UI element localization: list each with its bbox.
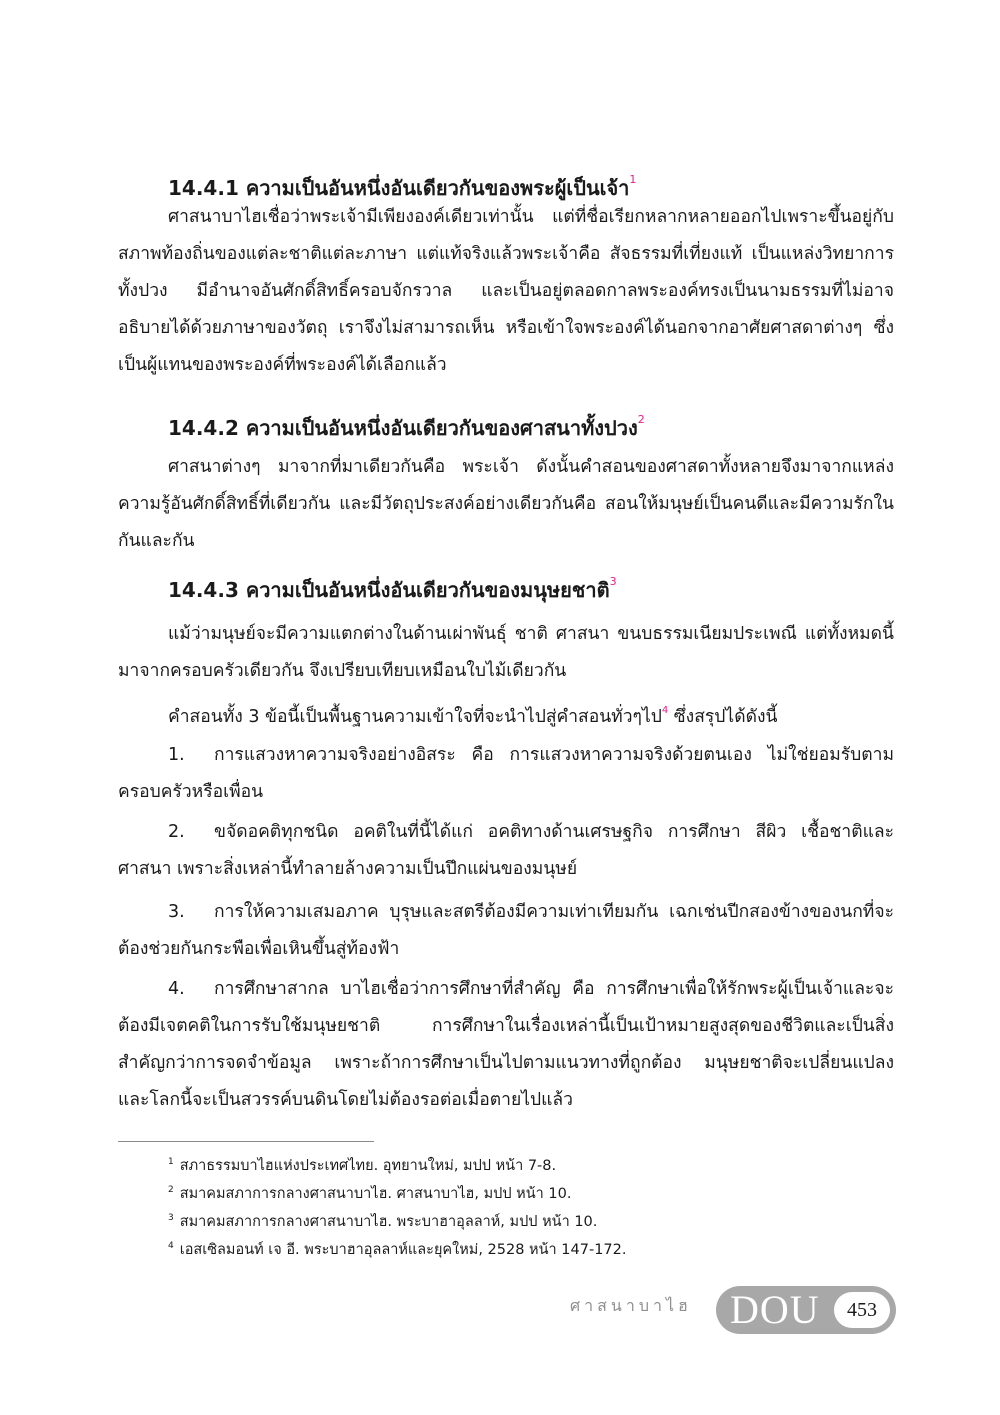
list-item-2 <box>118 814 894 888</box>
footnote-text: สมาคมสภาการกลางศาสนาบาไฮ. ศาสนาบาไฮ, มปป หน้า 10. <box>179 1186 572 1202</box>
footnote-ref[interactable]: 1 <box>629 173 637 186</box>
footnote-1 <box>168 1152 556 1176</box>
item-number: 2. <box>168 822 185 842</box>
list-item-1 <box>118 737 894 811</box>
footnote-2 <box>168 1180 571 1204</box>
paragraph-text: ศาสนาบาไฮเชื่อว่าพระเจ้ามีเพียงองค์เดียวเท่านั้น แต่ที่ชื่อเรียกหลากหลายออกไปเพราะขึ้นอยู่กับสภาพท้องถิ่นของแต่ละชาติแต่ละภาษา แต่แท้จริงแล้วพระเจ้าคือ สัจธรรมที่เที่ยงแท้ เป็นแหล่งวิทยาการทั้งปวง มีอำนาจอันศักดิ์สิทธิ์ครอบจักรวาล และเป็นอยู่ตลอดกาลพระองค์ทรงเป็นนามธรรมที่ไม่อาจอธิบายได้ด้วยภาษาของวัตถุ เราจึงไม่สามารถเห็น หรือเข้าใจพระองค์ได้นอกจากอาศัยศาสดาต่างๆ ซึ่งเป็นผู้แทนของพระองค์ที่พระองค์ได้เลือกแล้ว <box>118 207 894 375</box>
section-heading-14-4-3 <box>168 566 617 606</box>
section-paragraph <box>118 616 894 690</box>
summary-paragraph <box>118 692 894 736</box>
footnote-4 <box>168 1236 626 1260</box>
heading-text: 14.4.1 ความเป็นอันหนึ่งอันเดียวกันของพระผู้เป็นเจ้า <box>168 176 630 200</box>
running-footer-title: ศาสนาบาไฮ <box>570 1296 692 1315</box>
item-text: การศึกษาสากล บาไฮเชื่อว่าการศึกษาที่สำคัญ คือ การศึกษาเพื่อให้รักพระผู้เป็นเจ้าและจะต้องมีเจตคติในการรับใช้มนุษยชาติ การศึกษาในเรื่องเหล่านี้เป็นเป้าหมายสูงสุดของชีวิตและเป็นสิ่งสำคัญกว่าการจดจำข้อมูล เพราะถ้าการศึกษาเป็นไปตามแนวทางที่ถูกต้อง มนุษยชาติจะเปลี่ยนแปลง และโลกนี้จะเป็นสวรรค์บนดินโดยไม่ต้องรอต่อเมื่อตายไปแล้ว <box>118 979 894 1110</box>
footnote-text: สมาคมสภาการกลางศาสนาบาไฮ. พระบาฮาอุลลาห์, มปป หน้า 10. <box>179 1214 598 1230</box>
footnote-text: สภาธรรมบาไฮแห่งประเทศไทย. อุทยานใหม่, มปป หน้า 7-8. <box>179 1158 557 1174</box>
item-text: การให้ความเสมอภาค บุรุษและสตรีต้องมีความเท่าเทียมกัน เฉกเช่นปีกสองข้างของนกที่จะต้องช่วยกันกระพือเพื่อเหินขึ้นสู่ท้องฟ้า <box>118 902 894 959</box>
footnote-number: 3 <box>168 1213 174 1223</box>
footnote-number: 2 <box>168 1185 174 1195</box>
footnote-3 <box>168 1208 597 1232</box>
page-badge <box>716 1286 896 1334</box>
footnote-ref[interactable]: 2 <box>637 413 645 426</box>
dou-logo: DOU <box>730 1287 820 1332</box>
section-paragraph <box>118 449 894 560</box>
item-number: 4. <box>168 979 185 999</box>
section-heading-14-4-1 <box>168 164 636 204</box>
item-number: 3. <box>168 902 185 922</box>
item-text: ขจัดอคติทุกชนิด อคติในที่นี้ได้แก่ อคติทางด้านเศรษฐกิจ การศึกษา สีผิว เชื้อชาติและศาสนา เพราะสิ่งเหล่านี้ทำลายล้างความเป็นปึกแผ่นของมนุษย์ <box>118 822 894 879</box>
summary-text: คำสอนทั้ง 3 ข้อนี้เป็นพื้นฐานความเข้าใจที่จะนำไปสู่คำสอนทั่วๆไป <box>168 707 662 727</box>
list-item-4 <box>118 971 894 1119</box>
list-item-3 <box>118 894 894 968</box>
paragraph-text: ศาสนาต่างๆ มาจากที่มาเดียวกันคือ พระเจ้า ดังนั้นคำสอนของศาสดาทั้งหลายจึงมาจากแหล่งความรู้อันศักดิ์สิทธิ์ที่เดียวกัน และมีวัตถุประสงค์อย่างเดียวกันคือ สอนให้มนุษย์เป็นคนดีและมีความรักในกันและกัน <box>118 457 894 551</box>
heading-text: 14.4.2 ความเป็นอันหนึ่งอันเดียวกันของศาสนาทั้งปวง <box>168 416 638 440</box>
item-text: การแสวงหาความจริงอย่างอิสระ คือ การแสวงหาความจริงด้วยตนเอง ไม่ใช่ยอมรับตามครอบครัวหรือเพื่อน <box>118 745 894 802</box>
section-heading-14-4-2 <box>168 404 645 444</box>
item-number: 1. <box>168 745 185 765</box>
footnote-number: 1 <box>168 1157 174 1167</box>
heading-text: 14.4.3 ความเป็นอันหนึ่งอันเดียวกันของมนุษยชาติ <box>168 578 610 602</box>
footnote-divider <box>118 1141 374 1142</box>
paragraph-text: แม้ว่ามนุษย์จะมีความแตกต่างในด้านเผ่าพันธุ์ ชาติ ศาสนา ขนบธรรมเนียมประเพณี แต่ทั้งหมดนี้มาจากครอบครัวเดียวกัน จึงเปรียบเทียบเหมือนใบไม้เดียวกัน <box>118 624 894 681</box>
footnote-ref[interactable]: 4 <box>661 705 669 716</box>
footnote-number: 4 <box>168 1241 174 1251</box>
footnote-text: เอสเซิลมอนท์ เจ อี. พระบาฮาอุลลาห์และยุคใหม่, 2528 หน้า 147-172. <box>179 1242 627 1258</box>
summary-text-end: ซึ่งสรุปได้ดังนี้ <box>668 707 778 727</box>
section-paragraph <box>118 199 894 384</box>
page-number: 453 <box>834 1292 890 1328</box>
footnote-ref[interactable]: 3 <box>609 575 617 588</box>
